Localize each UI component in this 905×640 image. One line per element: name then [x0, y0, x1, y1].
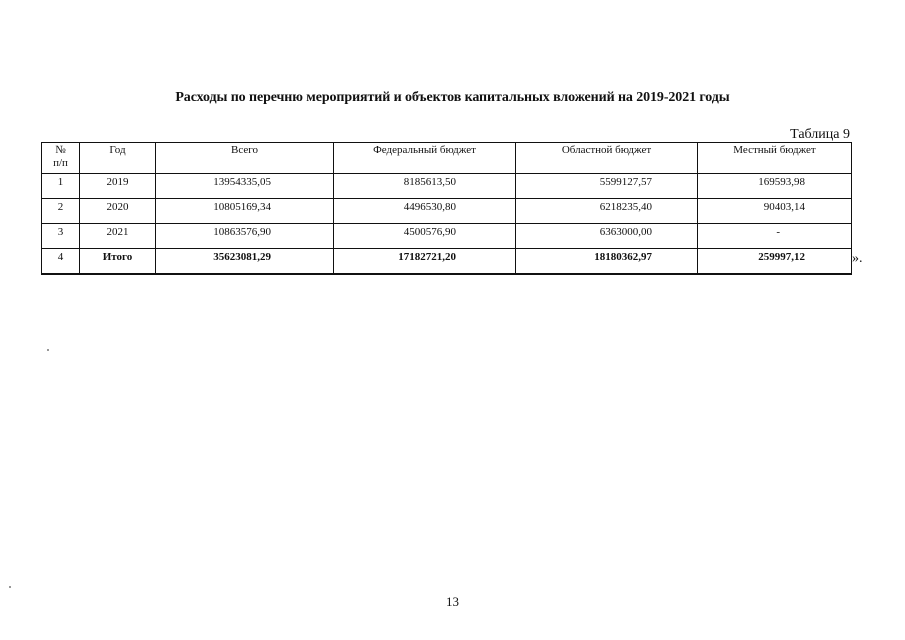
cell-total: 13954335,05	[156, 174, 334, 199]
cell-regional: 18180362,97	[516, 249, 698, 275]
cell-total: 10863576,90	[156, 224, 334, 249]
scan-speck	[9, 586, 11, 588]
header-federal: Федеральный бюджет	[334, 143, 516, 174]
expenses-table	[41, 142, 852, 275]
cell-num: 1	[42, 174, 80, 199]
cell-year: 2021	[80, 224, 156, 249]
table-header-row	[42, 143, 852, 174]
header-local: Местный бюджет	[698, 143, 852, 174]
table-row	[42, 224, 852, 249]
cell-local: 90403,14	[698, 199, 852, 224]
cell-year: 2020	[80, 199, 156, 224]
header-num: № п/п	[42, 143, 80, 174]
table-label: Таблица 9	[790, 127, 850, 142]
cell-federal: 4500576,90	[334, 224, 516, 249]
closing-quote: ».	[852, 251, 863, 266]
cell-year: Итого	[80, 249, 156, 275]
cell-num: 2	[42, 199, 80, 224]
page-number: 13	[446, 594, 459, 609]
cell-regional: 5599127,57	[516, 174, 698, 199]
header-regional: Областной бюджет	[516, 143, 698, 174]
cell-num: 3	[42, 224, 80, 249]
cell-year: 2019	[80, 174, 156, 199]
header-year: Год	[80, 143, 156, 174]
cell-regional: 6363000,00	[516, 224, 698, 249]
cell-local: 169593,98	[698, 174, 852, 199]
header-total: Всего	[156, 143, 334, 174]
cell-local: -	[698, 224, 852, 249]
cell-federal: 17182721,20	[334, 249, 516, 275]
cell-regional: 6218235,40	[516, 199, 698, 224]
table-row	[42, 199, 852, 224]
document-title: Расходы по перечню мероприятий и объектов капитальных вложений на 2019-2021 годы	[175, 90, 730, 105]
table-row	[42, 174, 852, 199]
table-row-total	[42, 249, 852, 275]
cell-federal: 8185613,50	[334, 174, 516, 199]
cell-local: 259997,12	[698, 249, 852, 275]
cell-total: 35623081,29	[156, 249, 334, 275]
cell-federal: 4496530,80	[334, 199, 516, 224]
cell-num: 4	[42, 249, 80, 275]
cell-total: 10805169,34	[156, 199, 334, 224]
scan-speck	[47, 349, 49, 351]
